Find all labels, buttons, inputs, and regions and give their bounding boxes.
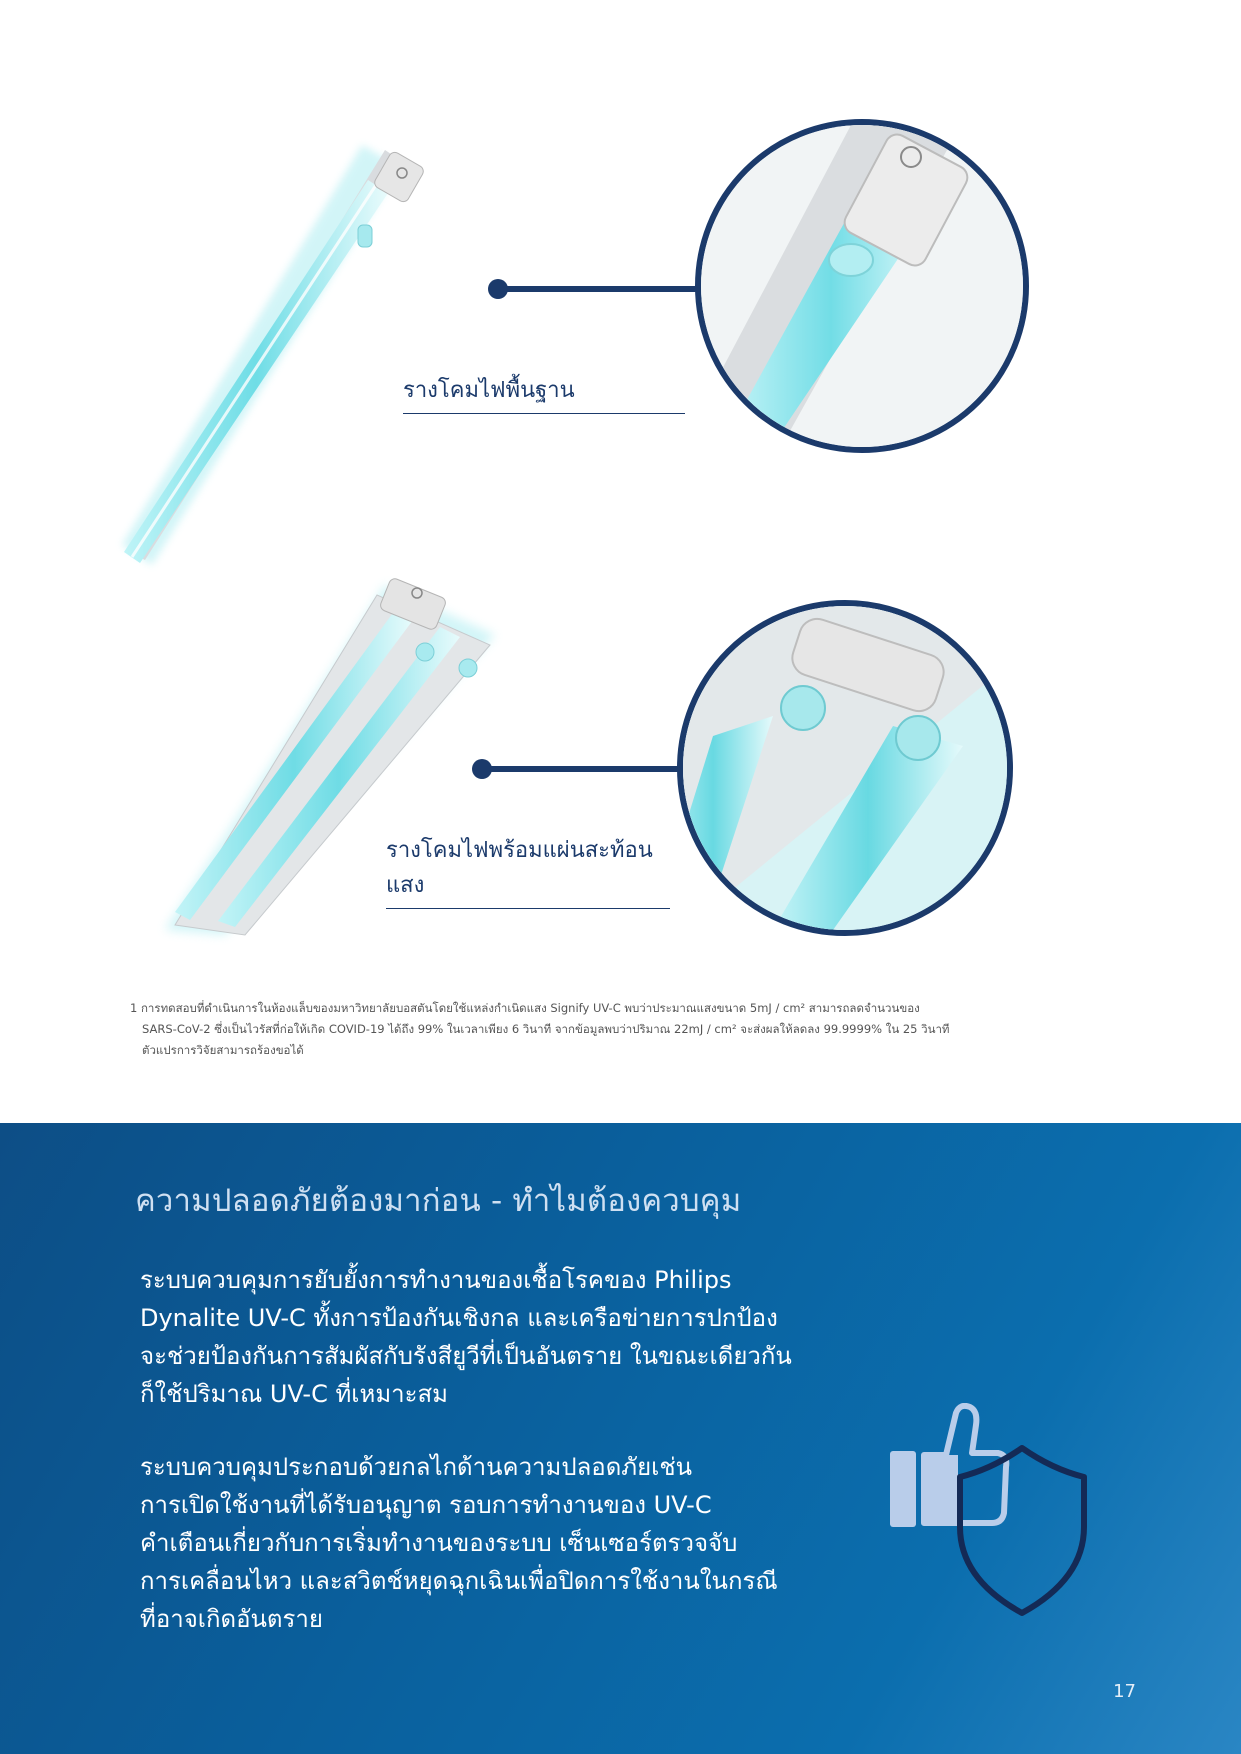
page-number: 17: [1113, 1681, 1136, 1702]
thumbs-up-shield-icon: [888, 1403, 1098, 1618]
basic-fixture-label: รางโคมไฟพื้นฐาน: [403, 372, 685, 414]
reflector-fixture-label: รางโคมไฟพร้อมแผ่นสะท้อนแสง: [386, 832, 670, 909]
safety-paragraph-2: [140, 1448, 800, 1638]
text-line: การเคลื่อนไหว และสวิตช์หยุดฉุกเฉินเพื่อปิดการใช้งานในกรณี: [140, 1567, 778, 1595]
safety-section: [0, 1123, 1241, 1754]
text-line: Dynalite UV-C ทั้งการป้องกันเชิงกล และเครือข่ายการปกป้อง: [140, 1304, 778, 1332]
shield-icon: [960, 1448, 1084, 1613]
basic-fixture-image: [100, 115, 530, 575]
text-line: ระบบควบคุมการยับยั้งการทำงานของเชื้อโรคของ Philips: [140, 1266, 732, 1294]
text-line: ระบบควบคุมประกอบด้วยกลไกด้านความปลอดภัยเช่น: [140, 1453, 693, 1481]
callout-line: [482, 766, 682, 772]
reflector-fixture-zoom-circle: [677, 600, 1013, 936]
footnote: [130, 998, 990, 1061]
text-line: คำเตือนเกี่ยวกับการเริ่มทำงานของระบบ เซ็นเซอร์ตรวจจับ: [140, 1529, 738, 1557]
basic-fixture-zoom-circle: [695, 119, 1029, 453]
text-line: การเปิดใช้งานที่ได้รับอนุญาต รอบการทำงานของ UV-C: [140, 1491, 712, 1519]
footnote-line-3: ตัวแปรการวิจัยสามารถร้องขอได้: [142, 1043, 304, 1057]
safety-paragraph-1: [140, 1261, 800, 1413]
text-line: ที่อาจเกิดอันตราย: [140, 1605, 323, 1633]
footnote-line-2: SARS-CoV-2 ซึ่งเป็นไวรัสที่ก่อให้เกิด COVID-19 ได้ถึง 99% ในเวลาเพียง 6 วินาที จากข้อมูลพบว่าปริมาณ 22mJ / cm² จะส่งผลให้ลดลง 99.9999% ใน 25 วินาที: [142, 1022, 950, 1036]
text-line: ก็ใช้ปริมาณ UV-C ที่เหมาะสม: [140, 1380, 448, 1408]
text-line: จะช่วยป้องกันการสัมผัสกับรังสียูวีที่เป็นอันตราย ในขณะเดียวกัน: [140, 1342, 792, 1370]
safety-title: ความปลอดภัยต้องมาก่อน - ทำไมต้องควบคุม: [135, 1183, 742, 1219]
footnote-line-1: 1 การทดสอบที่ดำเนินการในห้องแล็บของมหาวิทยาลัยบอสตันโดยใช้แหล่งกำเนิดแสง Signify UV-C พบว่าประมาณแสงขนาด 5mJ / cm² สามารถลดจำนวนของ: [130, 1001, 920, 1015]
callout-line: [497, 286, 697, 292]
